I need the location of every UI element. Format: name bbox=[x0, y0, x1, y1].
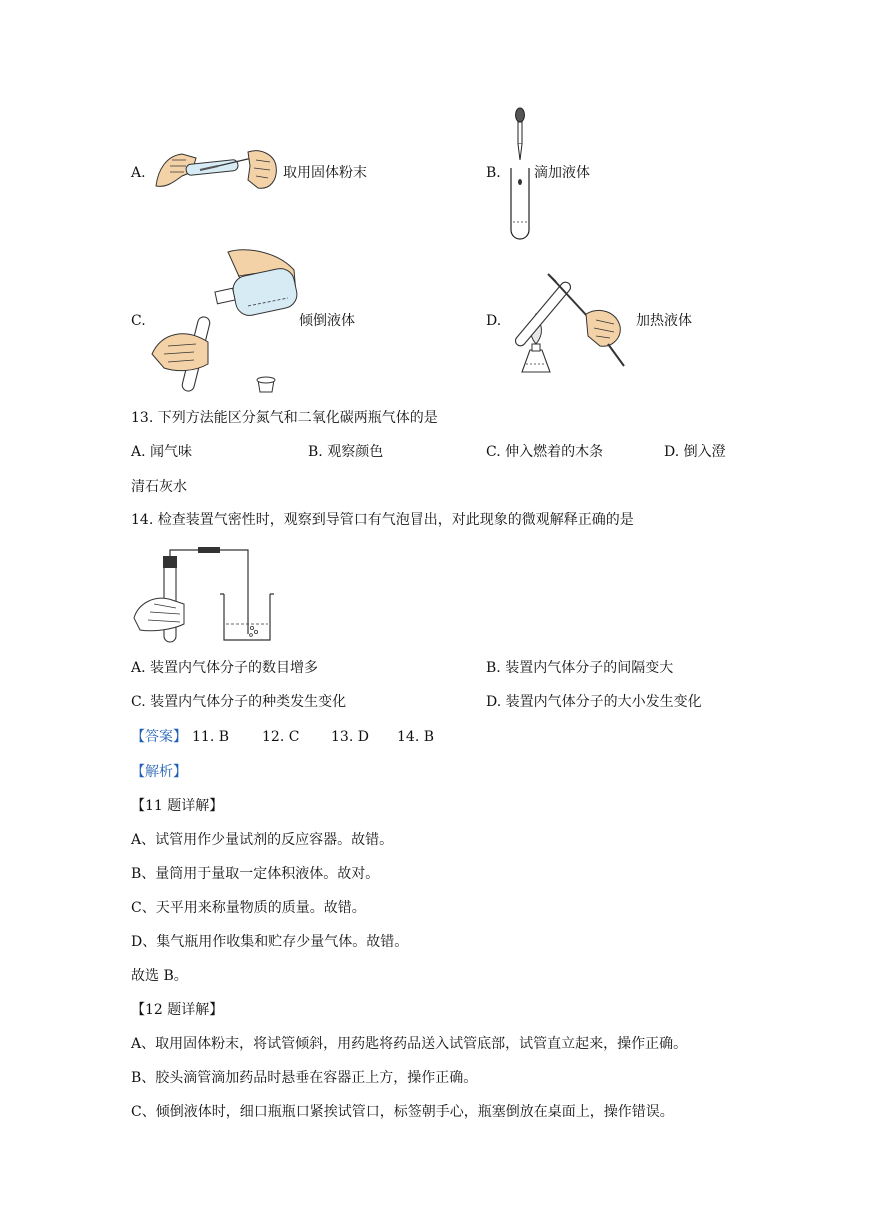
q12-detail-line: A、取用固体粉末，将试管倾斜，用药匙将药品送入试管底部，试管直立起来，操作正确。 bbox=[131, 1036, 688, 1052]
airtightness-check-illustration bbox=[132, 544, 280, 646]
option-c: C. 装置内气体分子的种类发生变化 bbox=[131, 694, 347, 710]
option-letter: C. bbox=[131, 313, 146, 329]
option-text: 滴加液体 bbox=[534, 165, 590, 181]
option-text: 取用固体粉末 bbox=[283, 165, 367, 181]
q11-detail-line: D、集气瓶用作收集和贮存少量气体。故错。 bbox=[131, 934, 409, 950]
q11-detail-title: 【11 题详解】 bbox=[131, 798, 224, 814]
option-a: A. 闻气味 bbox=[131, 444, 193, 460]
option-d: D. 装置内气体分子的大小发生变化 bbox=[486, 694, 702, 710]
q11-detail-line: C、天平用来称量物质的质量。故错。 bbox=[131, 900, 366, 916]
option-a: A. 装置内气体分子的数目增多 bbox=[131, 660, 319, 676]
take-solid-powder-illustration bbox=[152, 146, 280, 194]
option-c: C. 伸入燃着的木条 bbox=[486, 444, 604, 460]
option-d-continued: 清石灰水 bbox=[131, 479, 187, 495]
q11-conclusion: 故选 B。 bbox=[131, 968, 188, 984]
option-b: B. 装置内气体分子的间隔变大 bbox=[486, 660, 674, 676]
pour-liquid-illustration bbox=[150, 246, 300, 396]
answer-item: 13. D bbox=[331, 729, 369, 745]
q12-detail-line: B、胶头滴管滴加药品时悬垂在容器正上方，操作正确。 bbox=[131, 1070, 478, 1086]
q11-detail-line: B、量筒用于量取一定体积液体。故对。 bbox=[131, 866, 380, 882]
answer-tag: 【答案】 bbox=[131, 729, 187, 745]
answer-item: 12. C bbox=[262, 729, 300, 745]
option-b: B. 观察颜色 bbox=[308, 444, 384, 460]
dropper-illustration bbox=[508, 104, 534, 240]
question-stem: 13. 下列方法能区分氮气和二氧化碳两瓶气体的是 bbox=[131, 410, 438, 426]
analysis-tag: 【解析】 bbox=[131, 764, 187, 780]
q12-detail-title: 【12 题详解】 bbox=[131, 1002, 224, 1018]
heat-liquid-illustration bbox=[508, 268, 632, 376]
option-letter: A. bbox=[131, 165, 146, 181]
q12-detail-line: C、倾倒液体时，细口瓶瓶口紧挨试管口，标签朝手心，瓶塞倒放在桌面上，操作错误。 bbox=[131, 1104, 674, 1120]
answer-item: 14. B bbox=[397, 729, 435, 745]
option-text: 倾倒液体 bbox=[299, 313, 355, 329]
q11-detail-line: A、试管用作少量试剂的反应容器。故错。 bbox=[131, 832, 394, 848]
option-letter: B. bbox=[486, 165, 501, 181]
answer-item: 11. B bbox=[192, 729, 230, 745]
option-text: 加热液体 bbox=[636, 313, 692, 329]
option-letter: D. bbox=[486, 313, 502, 329]
option-d: D. 倒入澄 bbox=[664, 444, 726, 460]
question-stem: 14. 检查装置气密性时，观察到导管口有气泡冒出，对此现象的微观解释正确的是 bbox=[131, 512, 634, 528]
